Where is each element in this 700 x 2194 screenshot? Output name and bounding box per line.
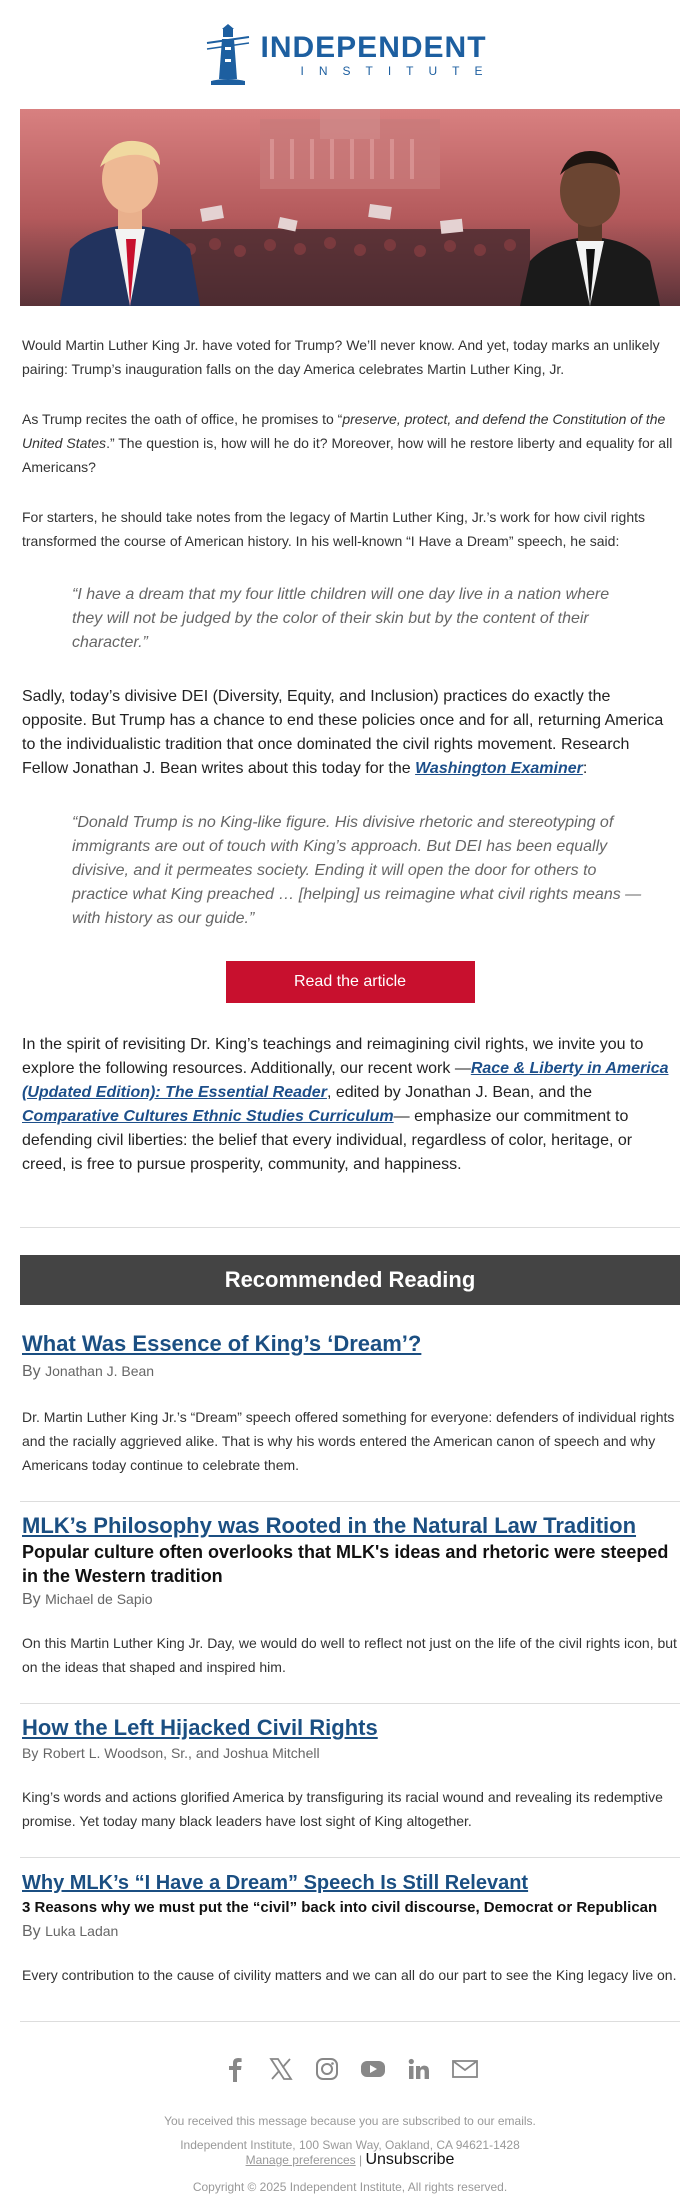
article-3-byline [22, 1742, 678, 1765]
hero-image[interactable] [20, 109, 680, 306]
footer [0, 2114, 700, 2194]
article-1-byline [22, 1360, 678, 1383]
article-2-title[interactable]: MLK’s Philosophy was Rooted in the Natural Law Tradition [22, 1513, 637, 1538]
email-icon[interactable] [452, 2056, 478, 2082]
intro-section [0, 333, 700, 1177]
intro-p5-text-a: In the spirit of revisiting Dr. King’s teachings and reimagining civil rights, we invite you to explore the following resources. Additionally, our recent work — [22, 1036, 644, 1077]
recommended-reading-header: Recommended Reading [20, 1255, 680, 1305]
article-3-author: Robert L. Woodson, Sr., and Joshua Mitchell [42, 1745, 320, 1761]
ethnic-studies-link[interactable]: Comparative Cultures Ethnic Studies Curriculum [22, 1108, 394, 1125]
article-2-byline [22, 1588, 678, 1611]
article-1-author: Jonathan J. Bean [45, 1363, 155, 1379]
article-4-subtitle: 3 Reasons why we must put the “civil” back into civil discourse, Democrat or Republican [22, 1899, 658, 1916]
article-2-subtitle: Popular culture often overlooks that MLK's ideas and rhetoric were steeped in the Western tradition [22, 1542, 669, 1586]
logo-name: INDEPENDENT [260, 30, 487, 64]
article-4-author: Luka Ladan [45, 1923, 119, 1939]
intro-paragraph-5 [22, 1033, 678, 1177]
article-4 [0, 1870, 700, 1987]
washington-examiner-link[interactable]: Washington Examiner [415, 760, 583, 777]
article-3-by: By [22, 1745, 39, 1761]
article-1-by: By [22, 1363, 41, 1380]
facebook-icon[interactable] [222, 2056, 248, 2082]
article-separator [20, 1857, 680, 1858]
logo-subname: INSTITUTE [300, 63, 498, 78]
unsubscribe-link[interactable]: Unsubscribe [365, 2151, 455, 2168]
article-3-title[interactable]: How the Left Hijacked Civil Rights [22, 1715, 378, 1740]
footer-address: Independent Institute, 100 Swan Way, Oakland, CA 94621-1428 [180, 2138, 520, 2152]
footer-pipe: | [359, 2153, 363, 2167]
divider [20, 2021, 680, 2022]
quote-dream: “I have a dream that my four little children will one day live in a nation where they will not be judged by the color of their skin but by the content of their character.” [72, 586, 610, 651]
instagram-icon[interactable] [314, 2056, 340, 2082]
lighthouse-icon [203, 23, 253, 87]
race-liberty-link[interactable]: Race & Liberty in America (Updated Edition): The Essential Reader [22, 1060, 669, 1101]
quote-bean: “Donald Trump is no King-like figure. His divisive rhetoric and stereotyping of immigrants are out of touch with King’s approach. But DEI has been equally divisive, and it permeates society. Ending it will open the door for others to practice what King preached … [helping] us reimagine what civil rights means —with history as our guide.” [72, 814, 642, 927]
intro-p2-text-a: As Trump recites the oath of office, he promises to “ [22, 411, 343, 427]
intro-p5-text-b: , edited by Jonathan J. Bean, and the [326, 1084, 593, 1101]
youtube-icon[interactable] [360, 2056, 386, 2082]
hero-illustration [20, 109, 680, 306]
intro-paragraph-3: For starters, he should take notes from the legacy of Martin Luther King, Jr.’s work for how civil rights transformed the course of American history. In his well-known “I Have a Dream” speech, he said: [22, 509, 646, 549]
article-3-summary: King’s words and actions glorified America by transfiguring its racial wound and revealing its redemptive promise. Yet today many black leaders have lost sight of King altogether. [22, 1789, 663, 1829]
article-3 [0, 1714, 700, 1833]
intro-p2-emphasis: preserve, protect, and defend the Constitution of the United States [22, 411, 666, 451]
intro-paragraph-4 [22, 685, 678, 781]
manage-preferences-link[interactable]: Manage preferences [245, 2153, 356, 2167]
logo[interactable] [0, 0, 700, 109]
read-article-button[interactable]: Read the article [226, 961, 475, 1003]
divider [20, 1227, 680, 1228]
article-2 [0, 1512, 700, 1679]
social-links [0, 2056, 700, 2082]
intro-paragraph-2 [22, 407, 678, 479]
article-2-summary: On this Martin Luther King Jr. Day, we would do well to reflect not just on the life of the civil rights icon, but on the ideas that shaped and inspired him. [22, 1635, 677, 1675]
article-4-title[interactable]: Why MLK’s “I Have a Dream” Speech Is Still Relevant [22, 1872, 529, 1894]
article-1-title[interactable]: What Was Essence of King’s ‘Dream’? [22, 1331, 422, 1356]
intro-paragraph-1: Would Martin Luther King Jr. have voted for Trump? We’ll never know. And yet, today marks an unlikely pairing: Trump’s inauguration falls on the day America celebrates Martin Luther King, Jr. [22, 337, 660, 377]
article-2-by: By [22, 1591, 41, 1608]
footer-links [0, 2152, 700, 2168]
x-icon[interactable] [268, 2056, 294, 2082]
footer-copyright: Copyright © 2025 Independent Institute, All rights reserved. [192, 2180, 508, 2194]
linkedin-icon[interactable] [406, 2056, 432, 2082]
article-1 [0, 1330, 700, 1477]
article-2-author: Michael de Sapio [45, 1591, 153, 1607]
article-separator [20, 1703, 680, 1704]
article-4-by: By [22, 1923, 41, 1940]
article-4-summary: Every contribution to the cause of civility matters and we can all do our part to see the King legacy live on. [22, 1967, 677, 1983]
intro-p4-text-a: Sadly, today’s divisive DEI (Diversity, Equity, and Inclusion) practices do exactly the opposite. But Trump has a chance to end these policies once and for all, returning America to the individualistic tradition that once dominated the civil rights movement. Research Fellow Jonathan J. Bean writes about this today for the [22, 688, 664, 777]
intro-p2-text-b: .” The question is, how will he do it? Moreover, how will he restore liberty and equality for all Americans? [22, 435, 673, 475]
article-1-summary: Dr. Martin Luther King Jr.’s “Dream” speech offered something for everyone: defenders of individual rights and the racially aggrieved alike. That is why his words entered the American canon of speech and why Americans today continue to celebrate them. [22, 1409, 675, 1473]
intro-p5-text-c: — emphasize our commitment to defending civil liberties: the belief that every individual, regardless of color, heritage, or creed, is free to pursue prosperity, community, and happiness. [22, 1108, 633, 1173]
footer-notice: You received this message because you are subscribed to our emails. [164, 2114, 536, 2128]
intro-p4-text-b: : [582, 760, 588, 777]
article-4-byline [22, 1920, 678, 1943]
article-separator [20, 1501, 680, 1502]
